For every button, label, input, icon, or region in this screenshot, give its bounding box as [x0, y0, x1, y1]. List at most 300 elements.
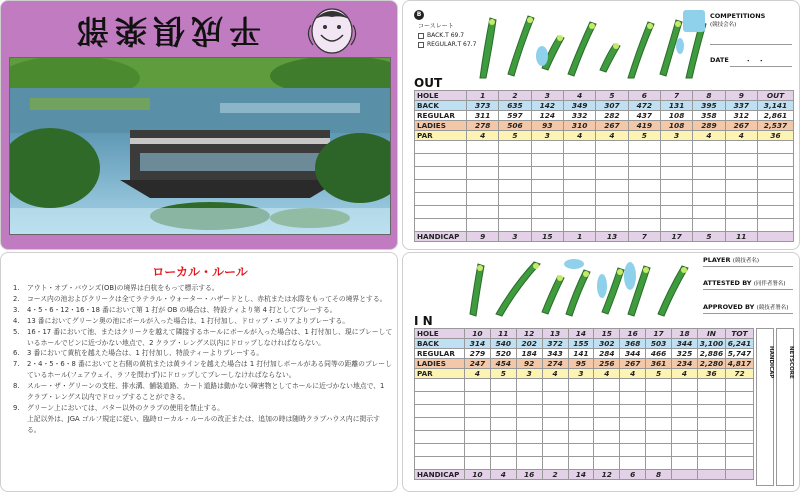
- score-cell[interactable]: [542, 379, 568, 392]
- score-cell[interactable]: [490, 405, 516, 418]
- table-cell: 472: [628, 101, 660, 111]
- rule-item: [13, 359, 393, 381]
- score-cell[interactable]: [628, 141, 660, 154]
- table-cell: 11: [490, 329, 516, 339]
- score-cell[interactable]: [725, 154, 757, 167]
- score-cell[interactable]: [465, 431, 491, 444]
- local-rules-title: ローカル・ルール: [152, 265, 248, 279]
- rule-number: 4.: [13, 316, 20, 325]
- score-cell[interactable]: [620, 457, 646, 470]
- row-label: LADIES: [415, 359, 465, 369]
- table-cell: 358: [693, 111, 725, 121]
- score-cell[interactable]: [698, 431, 726, 444]
- table-cell: 2,861: [758, 111, 794, 121]
- table-cell: 15: [531, 232, 563, 242]
- attested-line[interactable]: [703, 289, 793, 290]
- score-cell[interactable]: [646, 405, 672, 418]
- score-cell[interactable]: [563, 193, 595, 206]
- score-cell[interactable]: [467, 167, 499, 180]
- table-cell: 4: [563, 131, 595, 141]
- table-cell: 5: [646, 369, 672, 379]
- handicap-vertical-label: HANDICAP: [768, 345, 774, 379]
- score-cell[interactable]: [499, 141, 531, 154]
- score-row[interactable]: [415, 444, 754, 457]
- score-cell[interactable]: [531, 206, 563, 219]
- score-cell[interactable]: [568, 392, 594, 405]
- score-cell[interactable]: [726, 405, 754, 418]
- score-cell[interactable]: [531, 180, 563, 193]
- rule-text: 4・5・6・12・16・18 番において第 1 打が OB の場合は、特設ティより第 4 打としてプレーする。: [27, 305, 337, 314]
- score-cell[interactable]: [594, 457, 620, 470]
- player-line[interactable]: [703, 266, 793, 267]
- score-cell[interactable]: [594, 431, 620, 444]
- table-cell: 2,537: [758, 121, 794, 131]
- table-cell: 2: [499, 91, 531, 101]
- score-cell[interactable]: [516, 405, 542, 418]
- score-cell[interactable]: [542, 444, 568, 457]
- score-cell[interactable]: [563, 167, 595, 180]
- table-cell: 635: [499, 101, 531, 111]
- score-cell[interactable]: [467, 193, 499, 206]
- score-cell[interactable]: [596, 206, 628, 219]
- table-cell: 5: [499, 131, 531, 141]
- score-cell[interactable]: [698, 379, 726, 392]
- score-cell[interactable]: [415, 206, 467, 219]
- table-row: [415, 369, 754, 379]
- score-cell[interactable]: [499, 154, 531, 167]
- score-cell[interactable]: [415, 141, 467, 154]
- approved-text: APPROVED BY: [703, 303, 755, 311]
- score-cell[interactable]: [415, 418, 465, 431]
- score-cell[interactable]: [596, 193, 628, 206]
- table-cell: 202: [516, 339, 542, 349]
- score-cell[interactable]: [726, 431, 754, 444]
- table-cell: 16: [620, 329, 646, 339]
- score-cell[interactable]: [542, 392, 568, 405]
- table-cell: 12: [594, 470, 620, 480]
- score-cell[interactable]: [542, 418, 568, 431]
- rule-text: グリーン上においては、パター以外のクラブの使用を禁止する。: [27, 403, 224, 412]
- score-cell[interactable]: [660, 141, 692, 154]
- in-scorecard-table: [414, 328, 754, 480]
- score-cell[interactable]: [516, 431, 542, 444]
- score-cell[interactable]: [415, 219, 467, 232]
- player-label: [703, 256, 759, 264]
- score-cell[interactable]: [698, 444, 726, 457]
- score-cell[interactable]: [594, 379, 620, 392]
- score-cell[interactable]: [516, 444, 542, 457]
- table-cell: 141: [568, 349, 594, 359]
- score-cell[interactable]: [415, 444, 465, 457]
- rules-note: 上記以外は、JGA ゴルフ規定に従い、臨時ローカル・ルールの改正または、追加の時は随時クラブハウス内に掲示する。: [27, 414, 380, 434]
- table-cell: 36: [698, 369, 726, 379]
- table-cell: 520: [490, 349, 516, 359]
- rule-item: [13, 305, 393, 316]
- score-cell[interactable]: [490, 457, 516, 470]
- score-cell[interactable]: [415, 167, 467, 180]
- row-label: LADIES: [415, 121, 467, 131]
- score-cell[interactable]: [672, 457, 698, 470]
- score-cell[interactable]: [596, 167, 628, 180]
- table-cell: 274: [542, 359, 568, 369]
- score-cell[interactable]: [499, 193, 531, 206]
- score-cell[interactable]: [465, 405, 491, 418]
- score-cell[interactable]: [516, 392, 542, 405]
- competitions-line[interactable]: [710, 44, 792, 45]
- score-cell[interactable]: [693, 219, 725, 232]
- score-cell[interactable]: [646, 444, 672, 457]
- score-cell[interactable]: [467, 206, 499, 219]
- score-cell[interactable]: [620, 444, 646, 457]
- score-cell[interactable]: [672, 379, 698, 392]
- table-cell: 310: [563, 121, 595, 131]
- table-cell: 4: [594, 369, 620, 379]
- score-cell[interactable]: [415, 392, 465, 405]
- score-cell[interactable]: [628, 180, 660, 193]
- table-cell: 3: [531, 91, 563, 101]
- in-hole-maps: [462, 256, 698, 318]
- table-cell: 155: [568, 339, 594, 349]
- table-cell: 361: [646, 359, 672, 369]
- score-cell[interactable]: [620, 392, 646, 405]
- score-cell[interactable]: [693, 180, 725, 193]
- course-rate-regular-label: REGULAR.T 67.7: [427, 41, 477, 48]
- score-cell[interactable]: [568, 418, 594, 431]
- table-cell: 95: [568, 359, 594, 369]
- score-row[interactable]: [415, 392, 754, 405]
- score-cell[interactable]: [628, 193, 660, 206]
- table-cell: 3: [499, 232, 531, 242]
- score-cell[interactable]: [490, 379, 516, 392]
- table-cell: [698, 470, 726, 480]
- attested-label: [703, 279, 786, 287]
- score-cell[interactable]: [467, 180, 499, 193]
- table-cell: 4: [490, 470, 516, 480]
- table-cell: 17: [660, 232, 692, 242]
- table-cell: 8: [693, 91, 725, 101]
- score-cell[interactable]: [758, 193, 794, 206]
- score-cell[interactable]: [596, 180, 628, 193]
- score-cell[interactable]: [698, 418, 726, 431]
- date-line[interactable]: [730, 66, 792, 67]
- table-cell: 6: [628, 91, 660, 101]
- score-cell[interactable]: [542, 405, 568, 418]
- table-cell: 4: [725, 131, 757, 141]
- score-cell[interactable]: [531, 154, 563, 167]
- score-cell[interactable]: [563, 141, 595, 154]
- score-cell[interactable]: [499, 167, 531, 180]
- date-label: DATE: [710, 56, 729, 64]
- score-cell[interactable]: [415, 154, 467, 167]
- table-cell: 332: [563, 111, 595, 121]
- rule-number: 6.: [13, 349, 20, 358]
- checkbox-icon: [418, 42, 424, 48]
- score-cell[interactable]: [693, 167, 725, 180]
- score-cell[interactable]: [467, 154, 499, 167]
- score-cell[interactable]: [628, 219, 660, 232]
- row-label: BACK: [415, 101, 467, 111]
- score-cell[interactable]: [693, 193, 725, 206]
- table-cell: 13: [596, 232, 628, 242]
- table-cell: 4: [693, 131, 725, 141]
- score-cell[interactable]: [490, 431, 516, 444]
- table-cell: 344: [620, 349, 646, 359]
- score-cell[interactable]: [628, 206, 660, 219]
- score-cell[interactable]: [725, 167, 757, 180]
- rule-item: [13, 348, 393, 359]
- score-cell[interactable]: [490, 444, 516, 457]
- score-cell[interactable]: [725, 193, 757, 206]
- table-row: [415, 359, 754, 369]
- score-cell[interactable]: [646, 457, 672, 470]
- table-cell: 597: [499, 111, 531, 121]
- score-cell[interactable]: [646, 418, 672, 431]
- table-cell: 4: [465, 369, 491, 379]
- table-cell: 307: [596, 101, 628, 111]
- score-cell[interactable]: [758, 206, 794, 219]
- score-cell[interactable]: [693, 141, 725, 154]
- score-cell[interactable]: [415, 193, 467, 206]
- score-cell[interactable]: [531, 167, 563, 180]
- row-label: BACK: [415, 339, 465, 349]
- score-cell[interactable]: [620, 405, 646, 418]
- score-row[interactable]: [415, 154, 794, 167]
- score-cell[interactable]: [758, 167, 794, 180]
- table-row: [415, 101, 794, 111]
- table-cell: 3: [660, 131, 692, 141]
- table-cell: 506: [499, 121, 531, 131]
- rule-text: 16・17 番において池、またはクリークを越えて隣接するホールにボールが入った場合は、1 打付加し、現にプレーしているホールでピンに近づかない地点で、2 クラブ・レングス以内にドロップしなければならない。: [27, 327, 393, 347]
- score-cell[interactable]: [726, 418, 754, 431]
- score-cell[interactable]: [660, 167, 692, 180]
- score-cell[interactable]: [628, 154, 660, 167]
- approved-sub: (競技者署名): [756, 305, 789, 311]
- score-row[interactable]: [415, 457, 754, 470]
- table-cell: 15: [594, 329, 620, 339]
- score-cell[interactable]: [563, 180, 595, 193]
- score-cell[interactable]: [465, 418, 491, 431]
- table-cell: 373: [467, 101, 499, 111]
- score-cell[interactable]: [758, 154, 794, 167]
- table-cell: 289: [693, 121, 725, 131]
- score-cell[interactable]: [465, 444, 491, 457]
- table-cell: 343: [542, 349, 568, 359]
- score-cell[interactable]: [568, 379, 594, 392]
- score-cell[interactable]: [415, 405, 465, 418]
- score-cell[interactable]: [568, 457, 594, 470]
- row-label: HOLE: [415, 329, 465, 339]
- score-cell[interactable]: [672, 444, 698, 457]
- score-cell[interactable]: [672, 405, 698, 418]
- table-cell: 314: [465, 339, 491, 349]
- score-cell[interactable]: [499, 206, 531, 219]
- score-cell[interactable]: [415, 431, 465, 444]
- table-cell: 16: [516, 470, 542, 480]
- score-row[interactable]: [415, 141, 794, 154]
- score-cell[interactable]: [628, 167, 660, 180]
- score-row[interactable]: [415, 180, 794, 193]
- score-cell[interactable]: [758, 219, 794, 232]
- score-row[interactable]: [415, 418, 754, 431]
- score-cell[interactable]: [465, 457, 491, 470]
- score-cell[interactable]: [516, 379, 542, 392]
- score-cell[interactable]: [725, 141, 757, 154]
- score-row[interactable]: [415, 206, 794, 219]
- table-cell: 6: [620, 470, 646, 480]
- out-scorecard-table: [414, 90, 794, 242]
- score-cell[interactable]: [726, 379, 754, 392]
- score-cell[interactable]: [646, 379, 672, 392]
- score-cell[interactable]: [620, 431, 646, 444]
- score-cell[interactable]: [490, 418, 516, 431]
- score-cell[interactable]: [672, 418, 698, 431]
- score-cell[interactable]: [594, 392, 620, 405]
- table-cell: 17: [646, 329, 672, 339]
- score-cell[interactable]: [490, 392, 516, 405]
- score-row[interactable]: [415, 431, 754, 444]
- score-cell[interactable]: [725, 206, 757, 219]
- rule-number: 8.: [13, 382, 20, 391]
- table-row: [415, 111, 794, 121]
- score-cell[interactable]: [499, 219, 531, 232]
- in-section-label: I N: [414, 314, 433, 328]
- score-row[interactable]: [415, 167, 794, 180]
- table-row: [415, 339, 754, 349]
- score-cell[interactable]: [568, 405, 594, 418]
- score-cell[interactable]: [465, 392, 491, 405]
- competitions-label: [710, 12, 765, 28]
- score-cell[interactable]: [467, 219, 499, 232]
- score-cell[interactable]: [596, 154, 628, 167]
- score-cell[interactable]: [594, 405, 620, 418]
- player-text: PLAYER: [703, 256, 731, 264]
- table-cell: 337: [725, 101, 757, 111]
- score-cell[interactable]: [620, 418, 646, 431]
- score-cell[interactable]: [531, 141, 563, 154]
- table-cell: 8: [646, 470, 672, 480]
- table-cell: 7: [628, 232, 660, 242]
- row-label: HANDICAP: [415, 232, 467, 242]
- table-cell: 5: [596, 91, 628, 101]
- table-cell: 3,100: [698, 339, 726, 349]
- score-cell[interactable]: [594, 418, 620, 431]
- player-sub: (競技者名): [732, 258, 760, 264]
- score-cell[interactable]: [568, 444, 594, 457]
- score-cell[interactable]: [415, 379, 465, 392]
- score-cell[interactable]: [725, 219, 757, 232]
- approved-line[interactable]: [703, 313, 793, 314]
- rule-item: [13, 316, 393, 327]
- score-cell[interactable]: [563, 219, 595, 232]
- row-label: REGULAR: [415, 349, 465, 359]
- score-cell[interactable]: [693, 206, 725, 219]
- table-row: [415, 470, 754, 480]
- score-cell[interactable]: [542, 457, 568, 470]
- score-cell[interactable]: [596, 141, 628, 154]
- table-cell: 247: [465, 359, 491, 369]
- row-label: HANDICAP: [415, 470, 465, 480]
- table-cell: 419: [628, 121, 660, 131]
- score-cell[interactable]: [726, 444, 754, 457]
- score-row[interactable]: [415, 379, 754, 392]
- score-cell[interactable]: [672, 431, 698, 444]
- table-cell: 4: [596, 131, 628, 141]
- score-row[interactable]: [415, 193, 794, 206]
- score-cell[interactable]: [660, 206, 692, 219]
- table-cell: 284: [594, 349, 620, 359]
- score-cell[interactable]: [725, 180, 757, 193]
- score-cell[interactable]: [660, 193, 692, 206]
- score-cell[interactable]: [516, 418, 542, 431]
- table-cell: 18: [672, 329, 698, 339]
- table-cell: 3: [568, 369, 594, 379]
- table-cell: 368: [620, 339, 646, 349]
- score-cell[interactable]: [693, 154, 725, 167]
- rule-number: 5.: [13, 327, 20, 336]
- score-cell[interactable]: [758, 180, 794, 193]
- table-cell: 349: [563, 101, 595, 111]
- score-row[interactable]: [415, 405, 754, 418]
- score-cell[interactable]: [698, 405, 726, 418]
- rule-item: [13, 327, 393, 349]
- score-cell[interactable]: [415, 457, 465, 470]
- table-cell: 540: [490, 339, 516, 349]
- table-cell: [758, 232, 794, 242]
- table-cell: 131: [660, 101, 692, 111]
- table-cell: 282: [596, 111, 628, 121]
- score-cell[interactable]: [726, 392, 754, 405]
- table-cell: 279: [465, 349, 491, 359]
- score-cell[interactable]: [596, 219, 628, 232]
- score-cell[interactable]: [516, 457, 542, 470]
- score-cell[interactable]: [660, 154, 692, 167]
- score-cell[interactable]: [672, 392, 698, 405]
- row-label: HOLE: [415, 91, 467, 101]
- competitions-text: COMPETITIONS: [710, 12, 766, 20]
- score-cell[interactable]: [646, 431, 672, 444]
- score-cell[interactable]: [531, 219, 563, 232]
- score-row[interactable]: [415, 219, 794, 232]
- score-cell[interactable]: [415, 180, 467, 193]
- score-cell[interactable]: [620, 379, 646, 392]
- score-cell[interactable]: [646, 392, 672, 405]
- score-cell[interactable]: [568, 431, 594, 444]
- score-cell[interactable]: [758, 141, 794, 154]
- table-row: [415, 329, 754, 339]
- score-cell[interactable]: [531, 193, 563, 206]
- course-rate-title: コースレート: [418, 23, 454, 30]
- score-cell[interactable]: [698, 457, 726, 470]
- score-cell[interactable]: [563, 206, 595, 219]
- table-cell: [726, 470, 754, 480]
- table-cell: 14: [568, 470, 594, 480]
- table-cell: IN: [698, 329, 726, 339]
- score-cell[interactable]: [499, 180, 531, 193]
- table-cell: 92: [516, 359, 542, 369]
- score-cell[interactable]: [465, 379, 491, 392]
- score-cell[interactable]: [660, 219, 692, 232]
- score-cell[interactable]: [542, 431, 568, 444]
- table-cell: 6,241: [726, 339, 754, 349]
- score-cell[interactable]: [563, 154, 595, 167]
- score-cell[interactable]: [698, 392, 726, 405]
- score-cell[interactable]: [467, 141, 499, 154]
- rule-number: 9.: [13, 403, 20, 412]
- score-cell[interactable]: [660, 180, 692, 193]
- score-cell[interactable]: [726, 457, 754, 470]
- score-cell[interactable]: [594, 444, 620, 457]
- table-cell: 5: [490, 369, 516, 379]
